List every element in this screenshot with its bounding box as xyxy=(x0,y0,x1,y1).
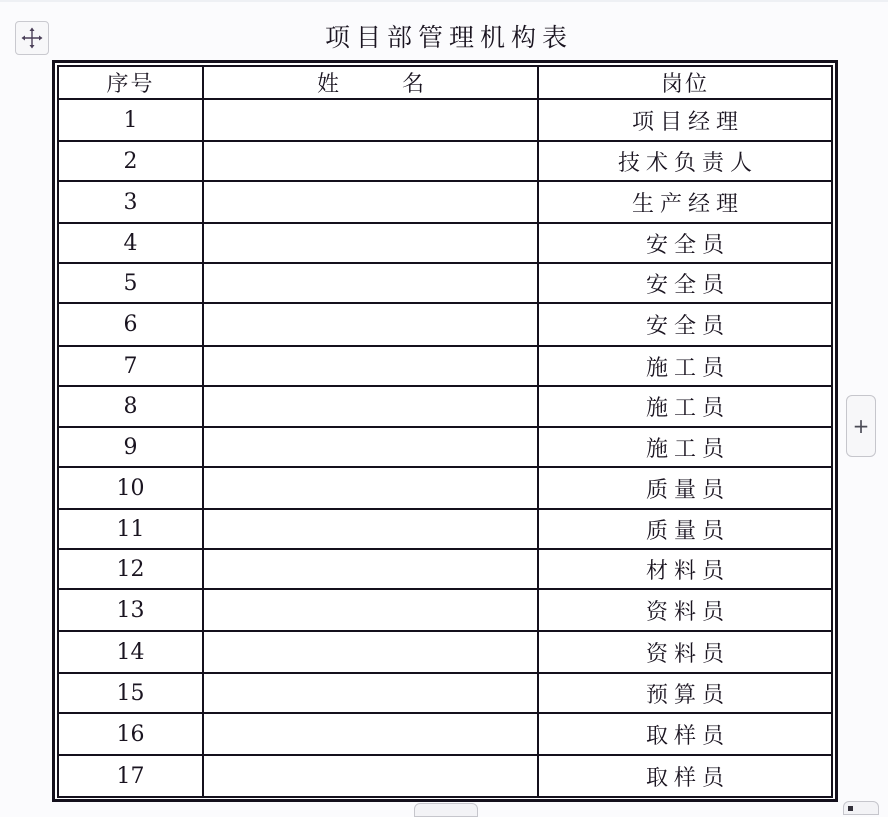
cell-position[interactable]: 材料员 xyxy=(538,549,832,589)
cell-no[interactable]: 15 xyxy=(58,673,203,713)
cell-name[interactable] xyxy=(203,427,538,467)
cell-name[interactable] xyxy=(203,589,538,631)
document-title: 项目部管理机构表 xyxy=(324,23,573,52)
cell-name[interactable] xyxy=(203,181,538,223)
cell-no[interactable]: 13 xyxy=(58,589,203,631)
cell-name[interactable] xyxy=(203,99,538,141)
table-row xyxy=(58,427,832,467)
cell-name[interactable] xyxy=(203,509,538,549)
cell-name[interactable] xyxy=(203,386,538,427)
cell-position[interactable]: 质量员 xyxy=(538,467,832,509)
cell-name[interactable] xyxy=(203,223,538,263)
cell-no[interactable]: 6 xyxy=(58,303,203,346)
table-row xyxy=(58,386,832,427)
cell-name[interactable] xyxy=(203,713,538,755)
table-row xyxy=(58,223,832,263)
table-row xyxy=(58,141,832,181)
cell-name[interactable] xyxy=(203,631,538,673)
cell-name[interactable] xyxy=(203,141,538,181)
cell-no[interactable]: 17 xyxy=(58,755,203,797)
cell-no[interactable]: 10 xyxy=(58,467,203,509)
cell-no[interactable]: 5 xyxy=(58,263,203,303)
table-row xyxy=(58,631,832,673)
plus-icon: + xyxy=(852,414,870,438)
cell-no[interactable]: 11 xyxy=(58,509,203,549)
cell-name[interactable] xyxy=(203,263,538,303)
cell-position[interactable]: 预算员 xyxy=(538,673,832,713)
cell-position[interactable]: 安全员 xyxy=(538,263,832,303)
cell-position[interactable]: 施工员 xyxy=(538,346,832,386)
cell-name[interactable] xyxy=(203,346,538,386)
cell-name[interactable] xyxy=(203,755,538,797)
cell-name[interactable] xyxy=(203,303,538,346)
cell-name[interactable] xyxy=(203,467,538,509)
table-row xyxy=(58,303,832,346)
cell-no[interactable]: 16 xyxy=(58,713,203,755)
header-name-label: 姓 名 xyxy=(317,72,452,97)
cell-position[interactable]: 资料员 xyxy=(538,631,832,673)
table-row xyxy=(58,713,832,755)
table-row xyxy=(58,509,832,549)
cell-name[interactable] xyxy=(203,549,538,589)
table-header-row xyxy=(58,66,832,99)
org-table-frame xyxy=(52,60,838,802)
cell-name[interactable] xyxy=(203,673,538,713)
cell-no[interactable]: 12 xyxy=(58,549,203,589)
table-row xyxy=(58,263,832,303)
cell-position[interactable]: 安全员 xyxy=(538,223,832,263)
cell-no[interactable]: 14 xyxy=(58,631,203,673)
cell-position[interactable]: 资料员 xyxy=(538,589,832,631)
table-resize-handle[interactable] xyxy=(843,801,879,815)
page-top-edge xyxy=(0,0,888,2)
table-row xyxy=(58,346,832,386)
table-row xyxy=(58,673,832,713)
table-row xyxy=(58,181,832,223)
header-position[interactable]: 岗位 xyxy=(538,66,832,99)
cell-no[interactable]: 1 xyxy=(58,99,203,141)
cell-position[interactable]: 施工员 xyxy=(538,386,832,427)
cell-no[interactable]: 4 xyxy=(58,223,203,263)
cell-position[interactable]: 施工员 xyxy=(538,427,832,467)
cell-position[interactable]: 质量员 xyxy=(538,509,832,549)
cell-position[interactable]: 取样员 xyxy=(538,755,832,797)
cell-no[interactable]: 9 xyxy=(58,427,203,467)
cell-no[interactable]: 2 xyxy=(58,141,203,181)
table-row xyxy=(58,549,832,589)
cell-position[interactable]: 安全员 xyxy=(538,303,832,346)
cell-no[interactable]: 8 xyxy=(58,386,203,427)
add-column-button[interactable] xyxy=(846,395,876,457)
header-no[interactable]: 序号 xyxy=(58,66,203,99)
cell-no[interactable]: 7 xyxy=(58,346,203,386)
cell-no[interactable]: 3 xyxy=(58,181,203,223)
add-row-button[interactable] xyxy=(414,803,478,817)
table-row xyxy=(58,467,832,509)
org-structure-table xyxy=(57,65,833,798)
cell-position[interactable]: 取样员 xyxy=(538,713,832,755)
table-row xyxy=(58,589,832,631)
cell-position[interactable]: 项目经理 xyxy=(538,99,832,141)
cell-position[interactable]: 技术负责人 xyxy=(538,141,832,181)
table-row xyxy=(58,755,832,797)
table-row xyxy=(58,99,832,141)
header-name[interactable] xyxy=(203,66,538,99)
cell-position[interactable]: 生产经理 xyxy=(538,181,832,223)
